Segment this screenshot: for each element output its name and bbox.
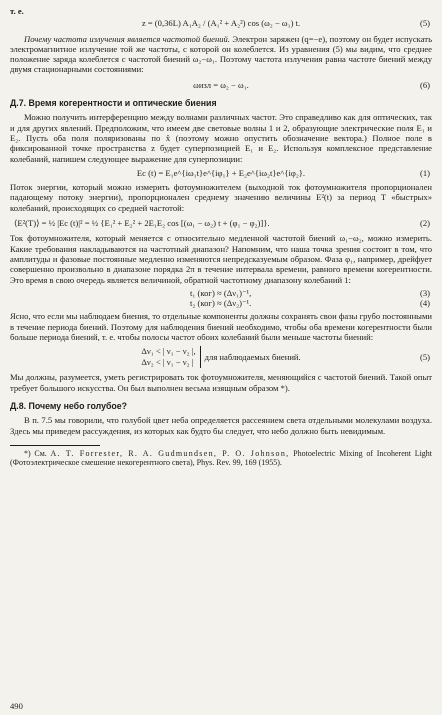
equation-number: (6) bbox=[419, 79, 430, 90]
condition-row-1: Δν₁ < | ν₁ − ν₂ |, bbox=[141, 346, 196, 357]
equation-4-text: t₂ (ког) ≈ (Δν₂)⁻¹. bbox=[190, 298, 252, 309]
equation-number: (5) bbox=[419, 352, 430, 363]
paragraph-text: Электрон заряжен (q=−e), поэтому он будет испускать электромагнитное излучение той же частоты, с которой он колеблется. Из уравнения (5) мы видим, что среднее положение заряда колеблется с частотой биений ω₂−ω₁. Поэтому частота излучения равна частоте биений между двумя стационарными состояниями: bbox=[10, 33, 432, 75]
equation-2-text: ⟨E²(T)⟩ = ½ |Ec (t)|² = ½ {E₁² + E₂² + 2E₁E₂ cos [(ω₁ − ω₂) t + (φ₁ − φ₂)]}. bbox=[14, 218, 270, 229]
condition-rows bbox=[141, 346, 200, 368]
footnote-text bbox=[10, 449, 432, 468]
equation-2 bbox=[10, 218, 432, 228]
page-number: 490 bbox=[10, 700, 23, 711]
equation-number: (3) bbox=[419, 287, 430, 298]
paragraph-d7-1: Можно получить интерференцию между волнами различных частот. Это справедливо как для оптических, так и для других явлений. Предположим, что имеем две световые волны 1 и 2, образующие электрические поля E₁ и E₂. Пусть оба поля поляризованы по x̂ (поэтому можно опустить обозначение вектора.) Полное поле в фиксированной точке пространства z будет суперпозицией E₁ и E₂. Используя комплексное представление колебаний, напишем следующее выражение для суперпозиции: bbox=[10, 112, 432, 164]
equation-number: (5) bbox=[419, 18, 430, 29]
italic-lead: Почему частота излучения является частотой биений. bbox=[24, 33, 230, 44]
equation-1 bbox=[10, 168, 432, 178]
equation-6-text: ωизл = ω₂ − ω₁. bbox=[193, 79, 249, 90]
paragraph-d7-2: Поток энергии, который можно измерить фотоумножителем (выходной ток фотоумножителя пропорционален падающему потоку энергии), пропорционален среднему значению величины E²(t) за период T «быстрых» колебаний, происходящих со средней частотой: bbox=[10, 182, 432, 213]
equation-number: (4) bbox=[419, 298, 430, 309]
equation-number: (1) bbox=[419, 167, 430, 178]
paragraph-radiation bbox=[10, 34, 432, 75]
equation-6 bbox=[10, 80, 432, 90]
condition-row-2: Δν₂ < | ν₁ − ν₂ | bbox=[141, 357, 194, 368]
section-title-d8: Д.8. Почему небо голубое? bbox=[10, 400, 128, 411]
section-title-d7: Д.7. Время когерентности и оптические биения bbox=[10, 98, 217, 109]
footnote-rest: Photoelectric Mixing of Incoherent Light (Фотоэлектрическое смешение некогерентного света), Phys. Rev. 99, 169 (1955). bbox=[10, 448, 433, 468]
coherence-equations bbox=[10, 288, 432, 309]
paragraph-d7-3: Ток фотоумножителя, который меняется с относительно медленной частотой биений ω₁−ω₂, можно измерить. Какие требования накладываются на частотный диапазон? Напомним, что наша точка зрения состоит в том, что амплитуды и фазовые постоянные медленно изменяются непредсказуемым образом. Фаза φ₁, например, дрейфует совершенно произвольно в диапазоне порядка 2π в течение интервала времени, равного времени когерентности. Это время в свою очередь является величиной, обратной частотному диапазону колебаний 1: bbox=[10, 233, 432, 285]
equation-5-text: z = (0,36L) A₁A₂ / (A₁² + A₂²) cos (ω₂ − ω₁) t. bbox=[141, 18, 301, 29]
footnote-authors: A. T. Forrester, R. A. Gudmundsen, P. O. Johnson, bbox=[50, 448, 290, 458]
paragraph-d7-5: Мы должны, разумеется, уметь регистрировать ток фотоумножителя, меняющийся с частотой биений. Такой опыт требует большого искусства. Он был выполнен весьма изящным образом *). bbox=[10, 372, 432, 393]
equation-3 bbox=[190, 288, 432, 298]
equation-5-condition bbox=[10, 346, 432, 368]
equation-4 bbox=[190, 298, 432, 308]
footnote bbox=[10, 442, 432, 468]
equation-number: (2) bbox=[419, 218, 430, 229]
lead-text: т. е. bbox=[10, 6, 24, 16]
paragraph-d8-1: В п. 7.5 мы говорили, что голубой цвет неба определяется рассеянием света отдельными молекулами воздуха. Здесь мы приведем рассуждения, из которых как будто бы следует, что небо должно быть невидимым. bbox=[10, 415, 432, 436]
paragraph-d7-4: Ясно, что если мы наблюдаем биения, то отдельные компоненты должны сохранять свои фазы грубо постоянными в течение периода биений. Поэтому для наблюдения биений необходимо, чтобы оба времени когерентности были больше периода биений, т. е. чтобы полосы частот обоих колебаний были меньше частоты биений: bbox=[10, 311, 432, 343]
footnote-mark: *) См. bbox=[24, 448, 47, 458]
equation-3-text: t₁ (ког) ≈ (Δν₁)⁻¹, bbox=[190, 287, 252, 298]
condition-text: для наблюдаемых биений. bbox=[204, 352, 301, 363]
equation-1-text: Ec (t) = E₁e^{iω₁t}e^{iφ₁} + E₂e^{iω₂t}e^{iφ₂}. bbox=[136, 167, 306, 178]
footnote-rule bbox=[10, 445, 100, 446]
equation-5-beat bbox=[10, 18, 432, 28]
